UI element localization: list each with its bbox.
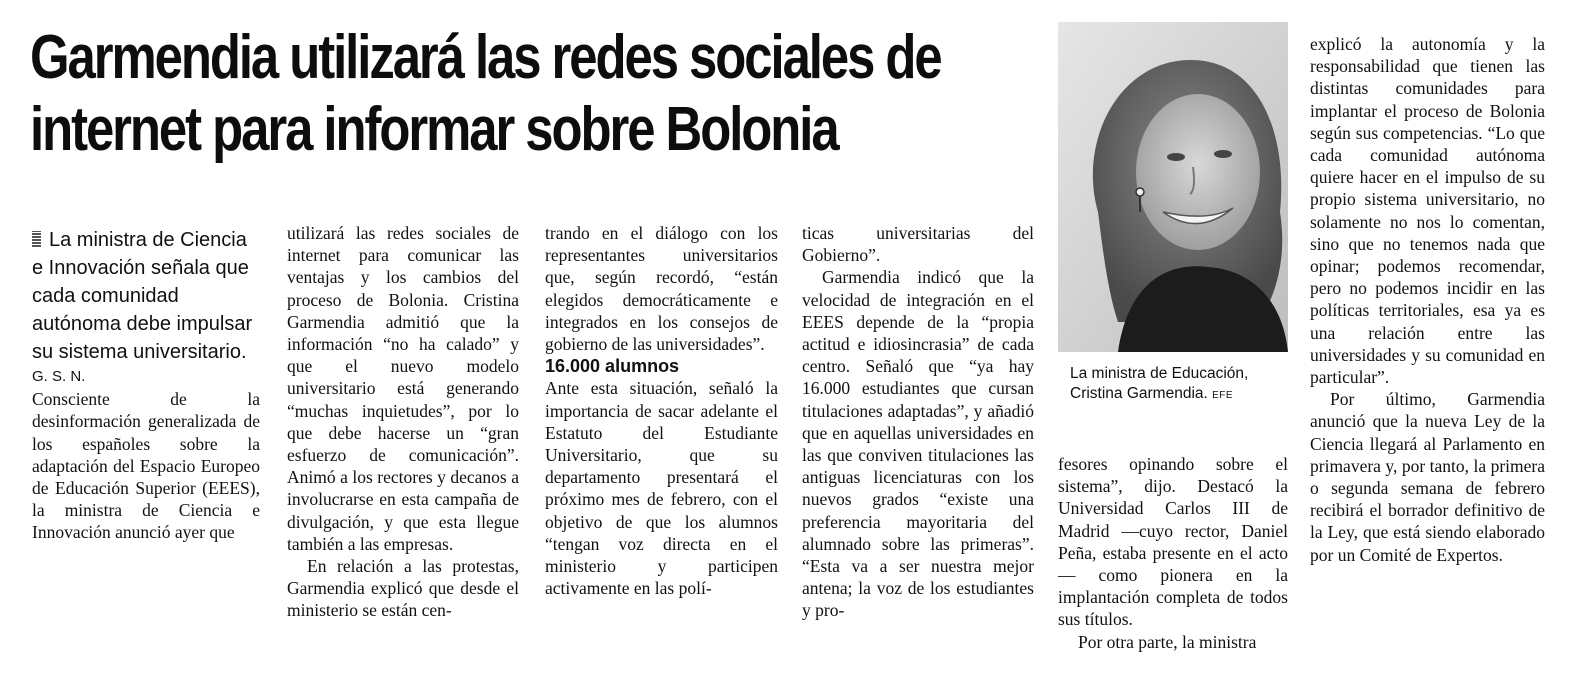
portrait-image bbox=[1058, 22, 1288, 352]
paragraph: Por último, Garmendia anunció que la nueva Ley de la Ciencia llegará al Parlamento en primavera y, por tanto, la primera o segunda semana de febrero recibirá el borrador definitivo de la Ley, que está siendo elaborado por un Comité de Expertos. bbox=[1310, 389, 1545, 565]
headline-line-1: Garmendia utilizará las redes sociales de bbox=[30, 23, 941, 92]
photo-caption bbox=[1070, 364, 1280, 406]
body-column-1: Consciente de la desinformación generalizada de los españoles sobre la adaptación del Espacio Europeo de Educación Superior (EEES), la ministra de Ciencia e Innovación anunció ayer que bbox=[32, 389, 260, 543]
paragraph: Ante esta situación, señaló la importancia de sacar adelante el Estatuto del Estudiante Universitario, que su departamento presentará el próximo mes de febrero, con el objetivo de que los alumnos “tengan voz directa en el ministerio y participen activamente en las polí- bbox=[545, 378, 778, 599]
paragraph: explicó la autonomía y la responsabilidad que tienen las distintas comunidades para implantar el proceso de Bolonia según sus competencias. “Lo que cada comunidad autónoma quiere hacer en el impulso de su propio sistema universitario, no solamente no nos lo comentan, sino que no tenemos nada que opinar; podemos recomendar, pero no podemos incidir en las políticas territoriales, esa ya es una relación entre las universidades y su comunidad en particular”. bbox=[1310, 34, 1545, 388]
paragraph: En relación a las protestas, Garmendia explicó que desde el ministerio se están cen- bbox=[287, 556, 519, 621]
headline bbox=[30, 22, 941, 166]
section-subhead: 16.000 alumnos bbox=[545, 356, 680, 377]
paragraph: Por otra parte, la ministra bbox=[1078, 631, 1257, 652]
paragraph: fesores opinando sobre el sistema”, dijo. Destacó la Universidad Carlos III de Madrid —cuyo rector, Daniel Peña, estaba presente en el acto— como pionera en la implantación completa de todos sus títulos. bbox=[1058, 454, 1288, 630]
body-column-4 bbox=[802, 222, 1034, 622]
lead-column bbox=[32, 226, 260, 544]
caption-text: La ministra de Educación, Cristina Garmendia. bbox=[1070, 365, 1249, 402]
minister-photo bbox=[1058, 22, 1288, 352]
photo-credit: EFE bbox=[1212, 390, 1234, 401]
paragraph: ticas universitarias del Gobierno”. bbox=[802, 223, 1034, 266]
body-column-5 bbox=[1058, 453, 1288, 653]
lead-text: La ministra de Ciencia e Innovación señala que cada comunidad autónoma debe impulsar su sistema universitario. bbox=[32, 229, 253, 363]
body-column-3 bbox=[545, 222, 778, 599]
body-column-6 bbox=[1310, 33, 1545, 566]
headline-line-2: internet para informar sobre Bolonia bbox=[30, 95, 838, 164]
byline: G. S. N. bbox=[32, 368, 86, 385]
body-column-2 bbox=[287, 222, 519, 622]
paragraph: utilizará las redes sociales de internet para comunicar las ventajas y los cambios del proceso de Bolonia. Cristina Garmendia admitió que la información “no ha calado” y que el nuevo modelo universitario está generando “muchas inquietudes”, por lo que debe hacerse un “gran esfuerzo de comunicación”. Animó a los rectores y decanos a involucrarse en esta campaña de divulgación, y que esta llegue también a las empresas. bbox=[287, 223, 519, 554]
paragraph: trando en el diálogo con los representantes universitarios que, según recordó, “están elegidos democráticamente e integrados en los consejos de gobierno de las universidades”. bbox=[545, 223, 778, 355]
paragraph: Garmendia indicó que la velocidad de integración en el EEES depende de la “propia actitud e idiosincrasia” de cada centro. Señaló que “ya hay 16.000 estudiantes que cursan titulaciones adaptadas”, y añadió que en aquellas universidades en las que conviven titulaciones las antiguas licenciaturas con los nuevos grados “existe una preferencia mayoritaria del alumnado sobre las primeras”. “Esta va a ser nuestra mejor antena; la voz de los estudiantes y pro- bbox=[802, 267, 1034, 621]
lead-bullet-icon bbox=[32, 231, 41, 247]
lead-paragraph bbox=[32, 226, 260, 366]
